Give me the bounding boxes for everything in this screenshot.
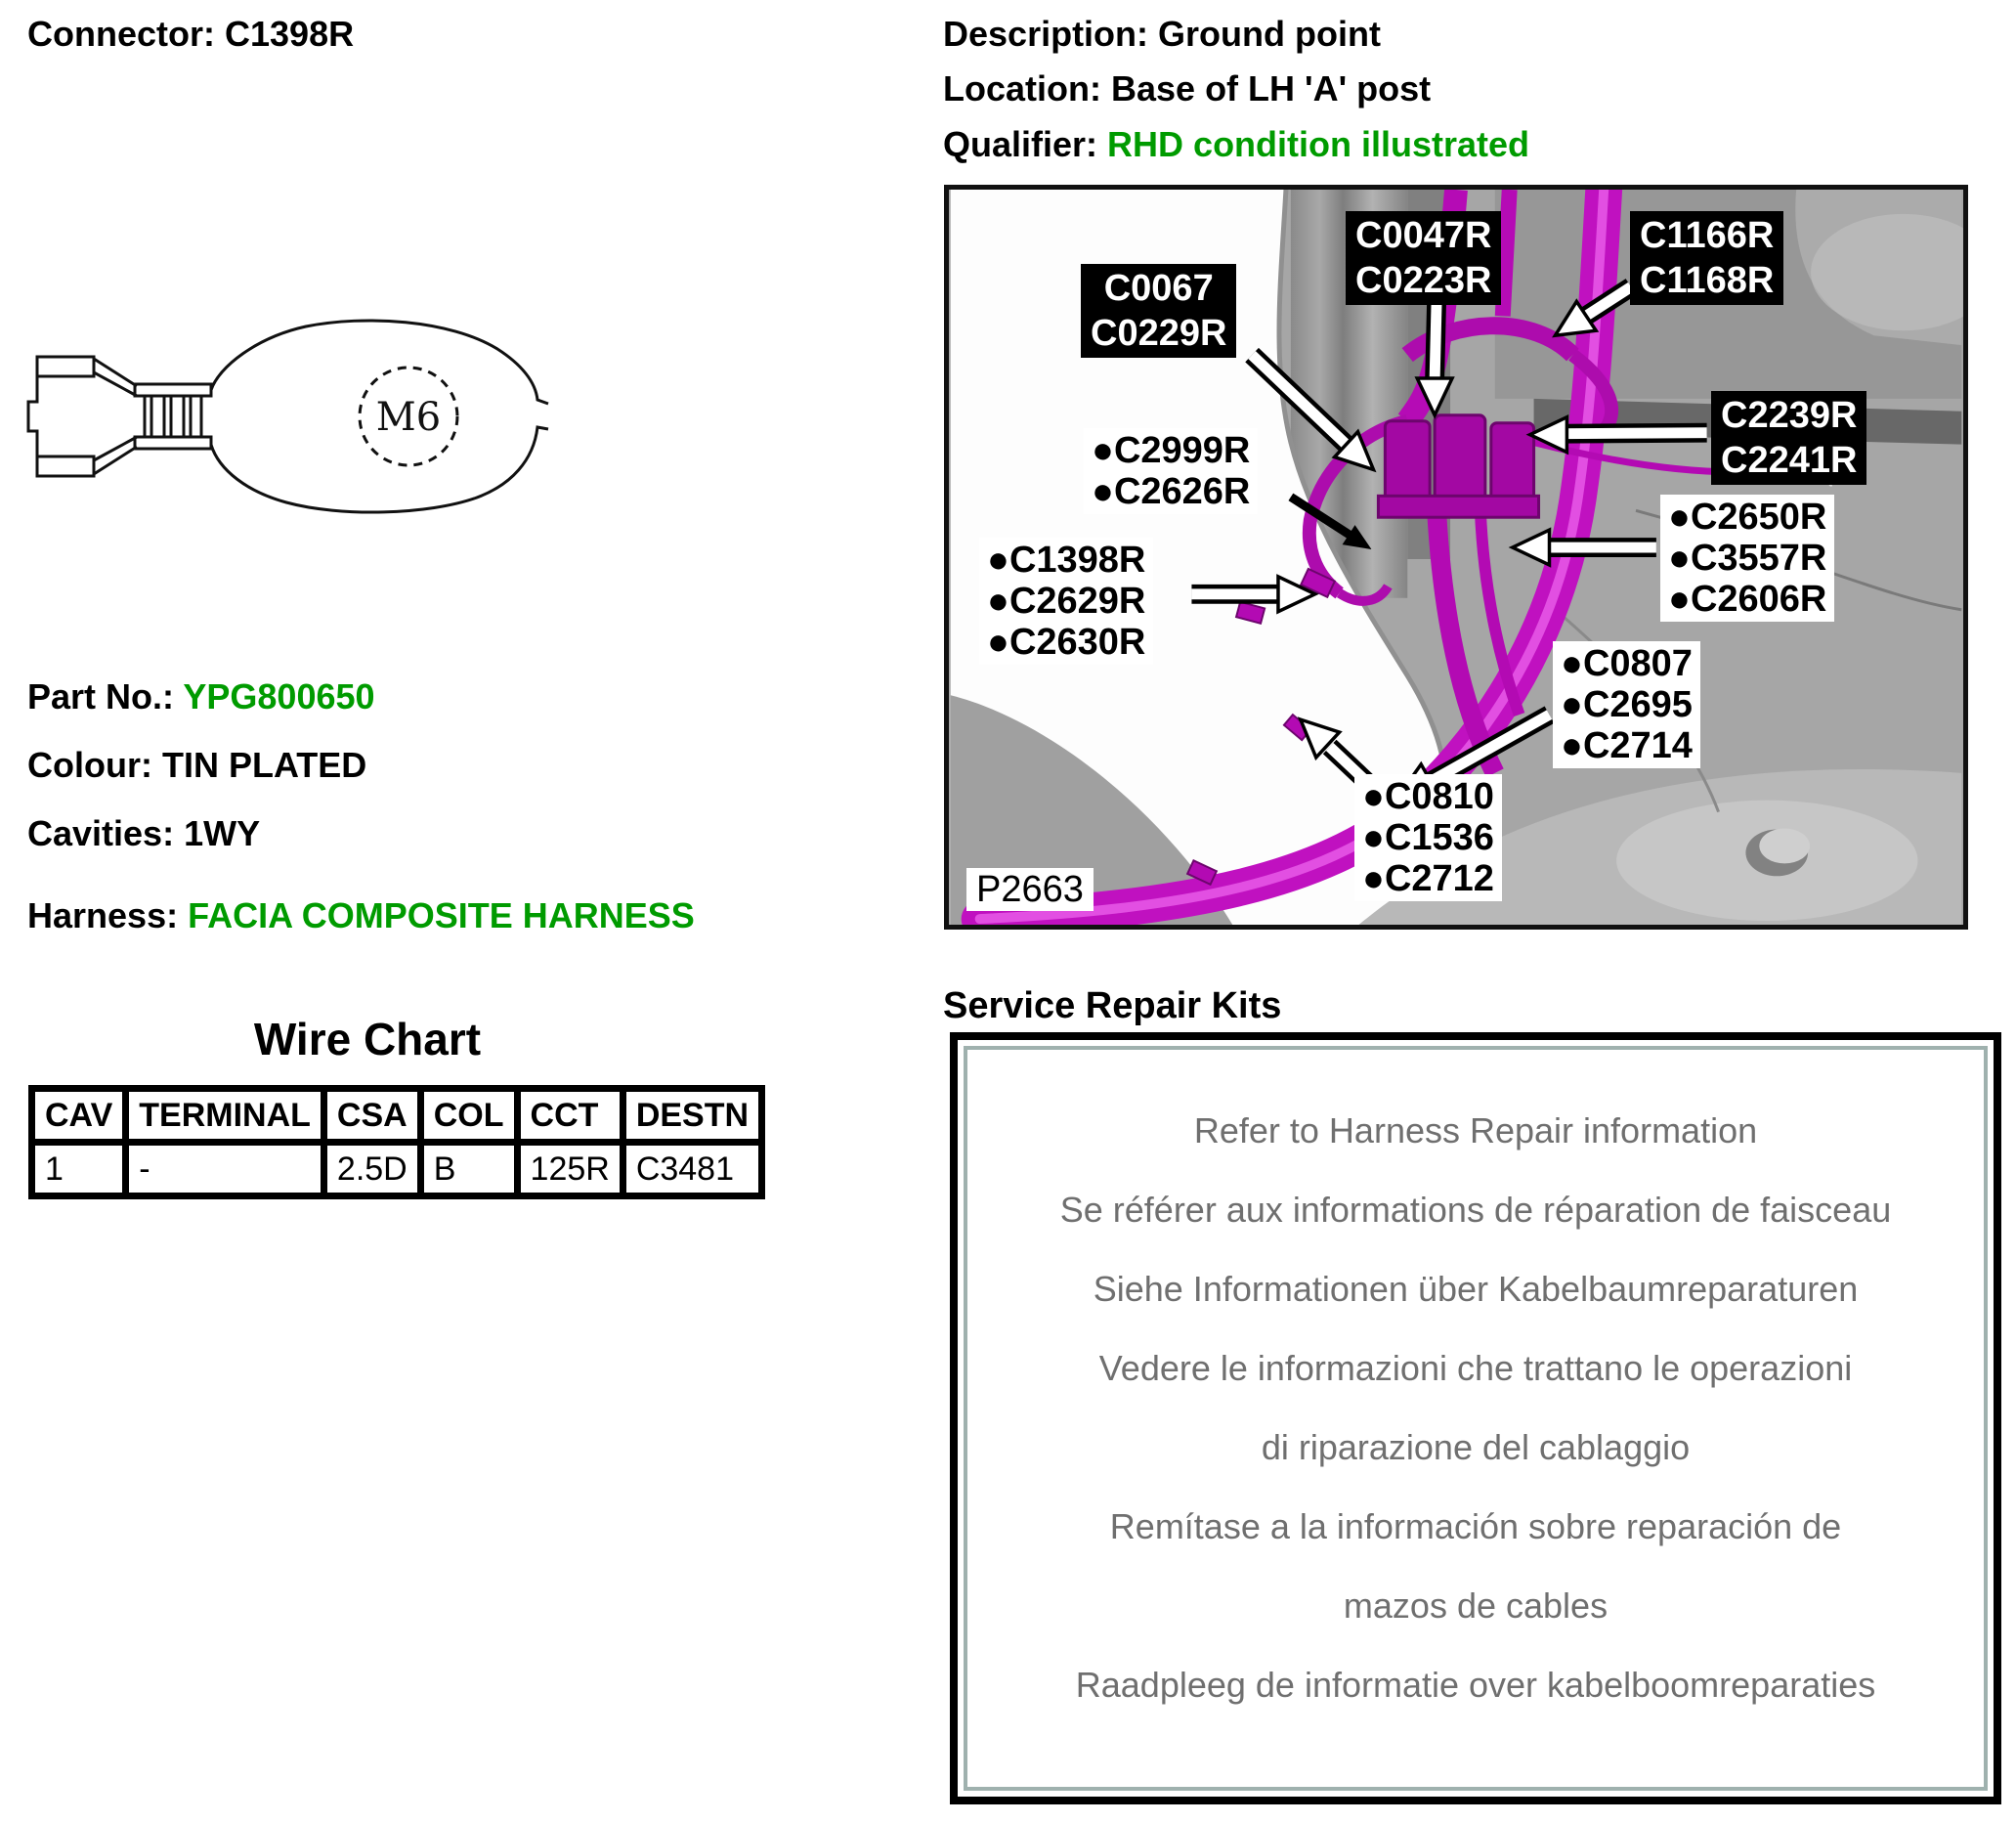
cell-destn: C3481	[622, 1143, 761, 1196]
connector-cluster	[1378, 415, 1538, 517]
col-col: COL	[420, 1089, 517, 1143]
service-repair-kits-heading: Service Repair Kits	[943, 985, 1282, 1026]
col-cav: CAV	[32, 1089, 126, 1143]
wire-chart-header-row	[32, 1089, 762, 1143]
location-label: Location:	[943, 68, 1101, 109]
srk-line-it-1: Vedere le informazioni che trattano le operazioni	[1098, 1348, 1853, 1388]
location-photo	[944, 185, 1968, 930]
srk-line-en: Refer to Harness Repair information	[1193, 1110, 1758, 1150]
figure-id: P2663	[966, 868, 1094, 911]
cell-csa: 2.5D	[323, 1143, 420, 1196]
callout-c1166r-c1168r: C1166R C1168R	[1630, 211, 1783, 305]
service-repair-kits-box	[950, 1032, 2001, 1804]
col-csa: CSA	[323, 1089, 420, 1143]
callout-c0067-c0229r: C0067 C0229R	[1081, 264, 1236, 358]
harness-line	[27, 895, 695, 936]
description-line	[943, 14, 1381, 55]
wire-chart-table	[28, 1085, 765, 1199]
srk-line-it-2: di riparazione del cablaggio	[1261, 1427, 1691, 1467]
callout-c2650r-c3557r-c2606r: ●C2650R ●C3557R ●C2606R	[1660, 495, 1834, 622]
location-line	[943, 68, 1431, 109]
srk-line-fr: Se référer aux informations de réparation de faisceau	[1059, 1190, 1892, 1230]
part-no-label: Part No.:	[27, 676, 175, 716]
terminal-drawing	[18, 308, 550, 528]
col-cct: CCT	[517, 1089, 622, 1143]
srk-line-es-2: mazos de cables	[1343, 1585, 1609, 1626]
connector-value: C1398R	[225, 14, 355, 54]
wire-chart-data-row	[32, 1143, 762, 1196]
harness-value: FACIA COMPOSITE HARNESS	[188, 895, 695, 935]
srk-line-nl: Raadpleeg de informatie over kabelboomreparaties	[1075, 1665, 1876, 1705]
location-value: Base of LH 'A' post	[1111, 68, 1432, 109]
cell-cav: 1	[32, 1143, 126, 1196]
callout-c1398r-c2629r-c2630r: ●C1398R ●C2629R ●C2630R	[979, 538, 1153, 665]
qualifier-line	[943, 124, 1529, 165]
service-repair-kits-inner-frame	[964, 1046, 1988, 1791]
cavities-line	[27, 813, 260, 854]
callout-c0047r-c0223r: C0047R C0223R	[1346, 211, 1501, 305]
col-terminal: TERMINAL	[126, 1089, 324, 1143]
qualifier-value: RHD condition illustrated	[1107, 124, 1530, 164]
cavities-label: Cavities:	[27, 813, 175, 853]
callout-c2239r-c2241r: C2239R C2241R	[1711, 391, 1866, 485]
description-label: Description:	[943, 14, 1149, 54]
page-title	[27, 14, 354, 55]
harness-label: Harness:	[27, 895, 179, 935]
part-no-value: YPG800650	[183, 676, 375, 716]
col-destn: DESTN	[622, 1089, 761, 1143]
wire-chart-title: Wire Chart	[253, 1014, 482, 1064]
srk-line-es-1: Remítase a la información sobre reparación de	[1109, 1506, 1842, 1546]
colour-value: TIN PLATED	[161, 745, 367, 785]
colour-line	[27, 745, 366, 786]
callout-c2999r-c2626r: ●C2999R ●C2626R	[1084, 428, 1258, 514]
terminal-size-marking: M6	[375, 395, 442, 440]
cell-col: B	[420, 1143, 517, 1196]
qualifier-label: Qualifier:	[943, 124, 1098, 164]
part-no-line	[27, 676, 375, 717]
callout-c0807-c2695-c2714: ●C0807 ●C2695 ●C2714	[1553, 641, 1700, 768]
cavities-value: 1WY	[184, 813, 261, 853]
colour-label: Colour:	[27, 745, 152, 785]
srk-line-de: Siehe Informationen über Kabelbaumreparaturen	[1093, 1269, 1859, 1309]
cell-terminal: -	[126, 1143, 324, 1196]
cell-cct: 125R	[517, 1143, 622, 1196]
connector-label: Connector:	[27, 14, 215, 54]
callout-c0810-c1536-c2712: ●C0810 ●C1536 ●C2712	[1354, 774, 1502, 901]
description-value: Ground point	[1158, 14, 1381, 54]
